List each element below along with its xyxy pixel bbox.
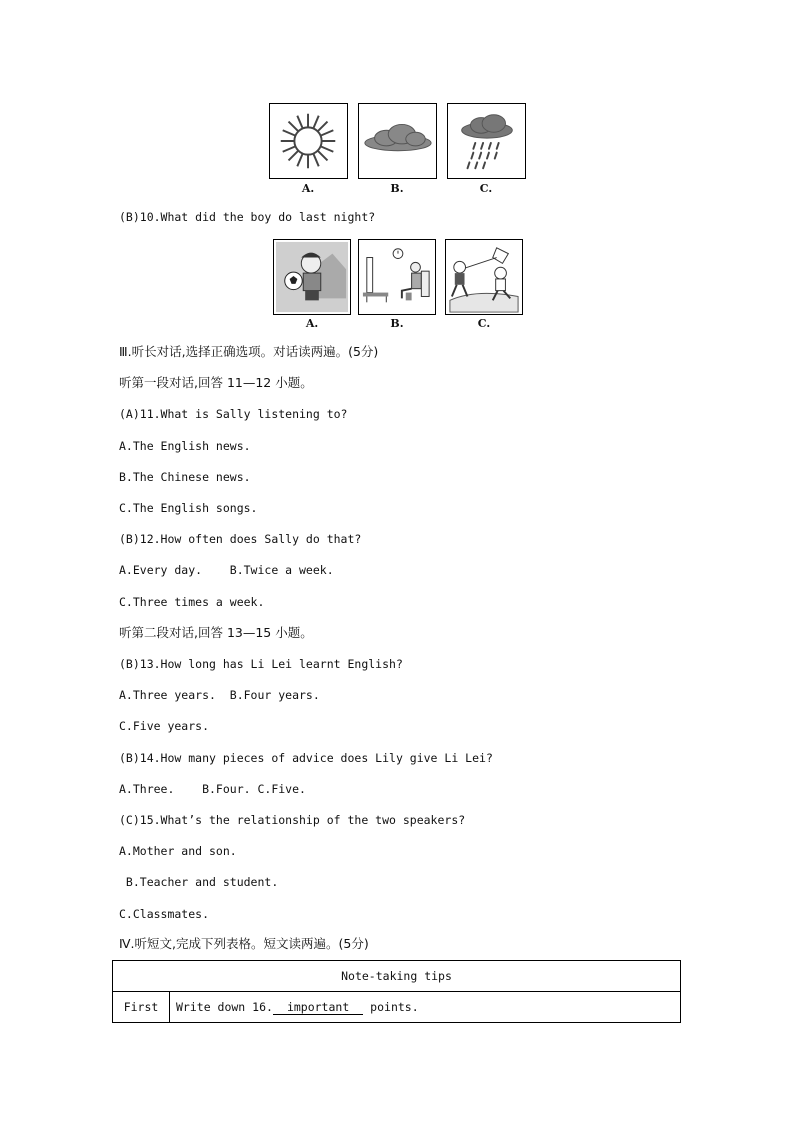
dialog-1-intro: 听第一段对话,回答 11—12 小题。: [119, 375, 313, 390]
q15-option-a: A.Mother and son.: [119, 844, 237, 858]
q11-option-b: B.The Chinese news.: [119, 470, 251, 484]
option-a-sun-picture: [269, 103, 348, 179]
answer-blank[interactable]: important: [273, 1000, 363, 1015]
q13-option-c: C.Five years.: [119, 719, 210, 733]
q12-option-c: C.Three times a week.: [119, 595, 265, 609]
q15-option-b: B.Teacher and student.: [119, 875, 279, 889]
table-row: [113, 992, 681, 1023]
q10-option-label: C.: [477, 317, 491, 330]
q11-option-a: A.The English news.: [119, 439, 251, 453]
watching-tv-icon: [359, 240, 435, 314]
q10-option-label: A.: [305, 317, 319, 330]
option-b-tv-picture: [358, 239, 436, 315]
option-c-kite-picture: [445, 239, 523, 315]
question-12: (B)12.How often does Sally do that?: [119, 532, 362, 546]
option-a-football-picture: [273, 239, 351, 315]
q15-option-c: C.Classmates.: [119, 907, 210, 921]
note-taking-table: [112, 960, 681, 1023]
rain-icon: [448, 104, 525, 178]
q9-option-label: B.: [390, 182, 404, 195]
option-c-rain-picture: [447, 103, 526, 179]
row-suffix: points.: [363, 999, 419, 1014]
q14-options: A.Three. B.Four. C.Five.: [119, 782, 306, 796]
q12-options-ab: A.Every day. B.Twice a week.: [119, 563, 334, 577]
row-prefix: Write down 16.: [176, 999, 273, 1014]
q9-option-label: C.: [479, 182, 493, 195]
question-11: (A)11.What is Sally listening to?: [119, 407, 348, 421]
kite-flying-icon: [446, 240, 522, 314]
question-10: (B)10.What did the boy do last night?: [119, 210, 376, 224]
dialog-2-intro: 听第二段对话,回答 13—15 小题。: [119, 625, 313, 640]
row-content: [170, 992, 681, 1023]
option-b-cloud-picture: [358, 103, 437, 179]
sun-icon: [270, 104, 347, 178]
table-header-row: [113, 961, 681, 992]
section-4-heading: Ⅳ.听短文,完成下列表格。短文读两遍。(5分): [119, 936, 369, 951]
table-title: Note-taking tips: [113, 961, 681, 992]
section-3-heading: Ⅲ.听长对话,选择正确选项。对话读两遍。(5分): [119, 344, 379, 359]
boy-football-icon: [274, 240, 350, 314]
q13-options-ab: A.Three years. B.Four years.: [119, 688, 320, 702]
q11-option-c: C.The English songs.: [119, 501, 258, 515]
q9-option-label: A.: [301, 182, 315, 195]
cloud-icon: [359, 104, 436, 178]
row-label: First: [113, 992, 170, 1023]
question-14: (B)14.How many pieces of advice does Lily give Li Lei?: [119, 751, 493, 765]
question-13: (B)13.How long has Li Lei learnt English?: [119, 657, 403, 671]
q10-option-label: B.: [390, 317, 404, 330]
question-15: (C)15.What’s the relationship of the two speakers?: [119, 813, 466, 827]
